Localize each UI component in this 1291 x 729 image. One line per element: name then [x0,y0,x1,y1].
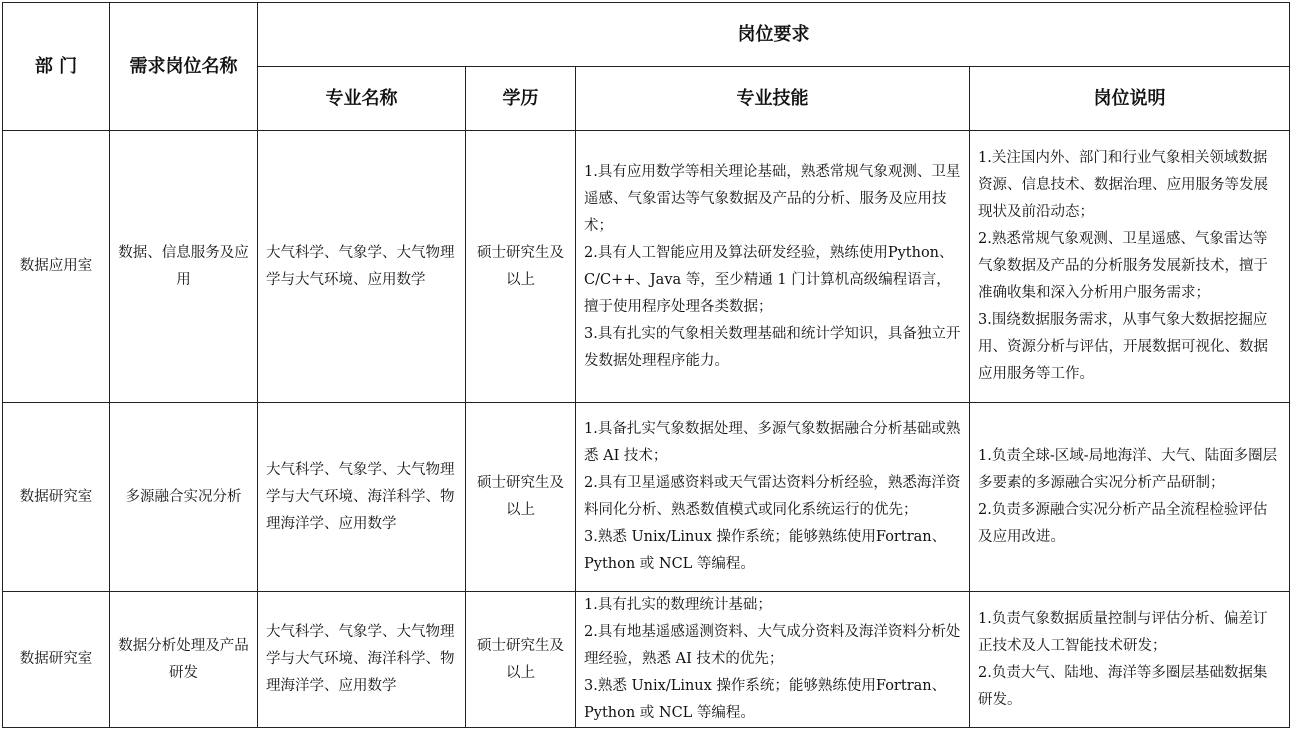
header-requirements: 岗位要求 [258,3,1290,67]
header-position: 需求岗位名称 [110,3,258,131]
dept-cell: 数据应用室 [3,131,110,403]
skill-item: 1.具备扎实气象数据处理、多源气象数据融合分析基础或熟悉 AI 技术； [584,421,961,464]
skill-item: 2.具有地基遥感遥测资料、大气成分资料及海洋资料分析处理经验，熟悉 AI 技术的优先； [584,624,961,667]
header-skills: 专业技能 [576,67,970,131]
position-cell: 多源融合实况分析 [110,403,258,592]
position-cell: 数据分析处理及产品研发 [110,592,258,728]
skills-cell [576,592,970,728]
skill-item: 2.具有人工智能应用及算法研发经验，熟练使用Python、C/C++、Java 等，至少精通 1 门计算机高级编程语言，擅于使用程序处理各类数据； [584,244,954,315]
education-cell: 硕士研究生及以上 [466,131,576,403]
description-item: 1.负责全球-区域-局地海洋、大气、陆面多圈层多要素的多源融合实况分析产品研制； [978,448,1278,491]
header-dept: 部 门 [3,3,110,131]
description-item: 2.熟悉常规气象观测、卫星遥感、气象雷达等气象数据及产品的分析服务发展新技术，擅于准确收集和深入分析用户服务需求； [978,231,1268,301]
table-row [3,592,1290,728]
major-cell: 大气科学、气象学、大气物理学与大气环境、海洋科学、物理海洋学、应用数学 [258,403,466,592]
description-cell [970,131,1290,403]
skill-item: 3.熟悉 Unix/Linux 操作系统；能够熟练使用Fortran、Python 或 NCL 等编程。 [584,678,947,721]
skill-item: 3.熟悉 Unix/Linux 操作系统；能够熟练使用Fortran、Python 或 NCL 等编程。 [584,529,947,572]
description-item: 2.负责大气、陆地、海洋等多圈层基础数据集研发。 [978,664,1268,708]
skills-cell [576,131,970,403]
description-item: 1.负责气象数据质量控制与评估分析、偏差订正技术及人工智能技术研发； [978,610,1268,654]
dept-cell: 数据研究室 [3,403,110,592]
header-major: 专业名称 [258,67,466,131]
table-row [3,131,1290,403]
table-row [3,403,1290,592]
description-cell [970,592,1290,728]
description-cell [970,403,1290,592]
description-item: 1.关注国内外、部门和行业气象相关领域数据资源、信息技术、数据治理、应用服务等发展现状及前沿动态； [978,150,1268,220]
skill-item: 2.具有卫星遥感资料或天气雷达资料分析经验，熟悉海洋资料同化分析、熟悉数值模式或同化系统运行的优先； [584,475,961,518]
dept-cell: 数据研究室 [3,592,110,728]
header-description: 岗位说明 [970,67,1290,131]
major-cell: 大气科学、气象学、大气物理学与大气环境、应用数学 [258,131,466,403]
skill-item: 1.具有应用数学等相关理论基础，熟悉常规气象观测、卫星遥感、气象雷达等气象数据及产品的分析、服务及应用技术； [584,163,961,234]
description-item: 2.负责多源融合实况分析产品全流程检验评估及应用改进。 [978,502,1268,545]
description-item: 3.围绕数据服务需求，从事气象大数据挖掘应用、资源分析与评估，开展数据可视化、数据应用服务等工作。 [978,312,1268,382]
header-row-top [3,3,1290,67]
job-requirements-table [2,2,1290,728]
skill-item: 1.具有扎实的数理统计基础； [584,597,772,613]
skills-cell [576,403,970,592]
header-education: 学历 [466,67,576,131]
education-cell: 硕士研究生及以上 [466,403,576,592]
education-cell: 硕士研究生及以上 [466,592,576,728]
position-cell: 数据、信息服务及应用 [110,131,258,403]
skill-item: 3.具有扎实的气象相关数理基础和统计学知识，具备独立开发数据处理程序能力。 [584,325,961,369]
major-cell: 大气科学、气象学、大气物理学与大气环境、海洋科学、物理海洋学、应用数学 [258,592,466,728]
